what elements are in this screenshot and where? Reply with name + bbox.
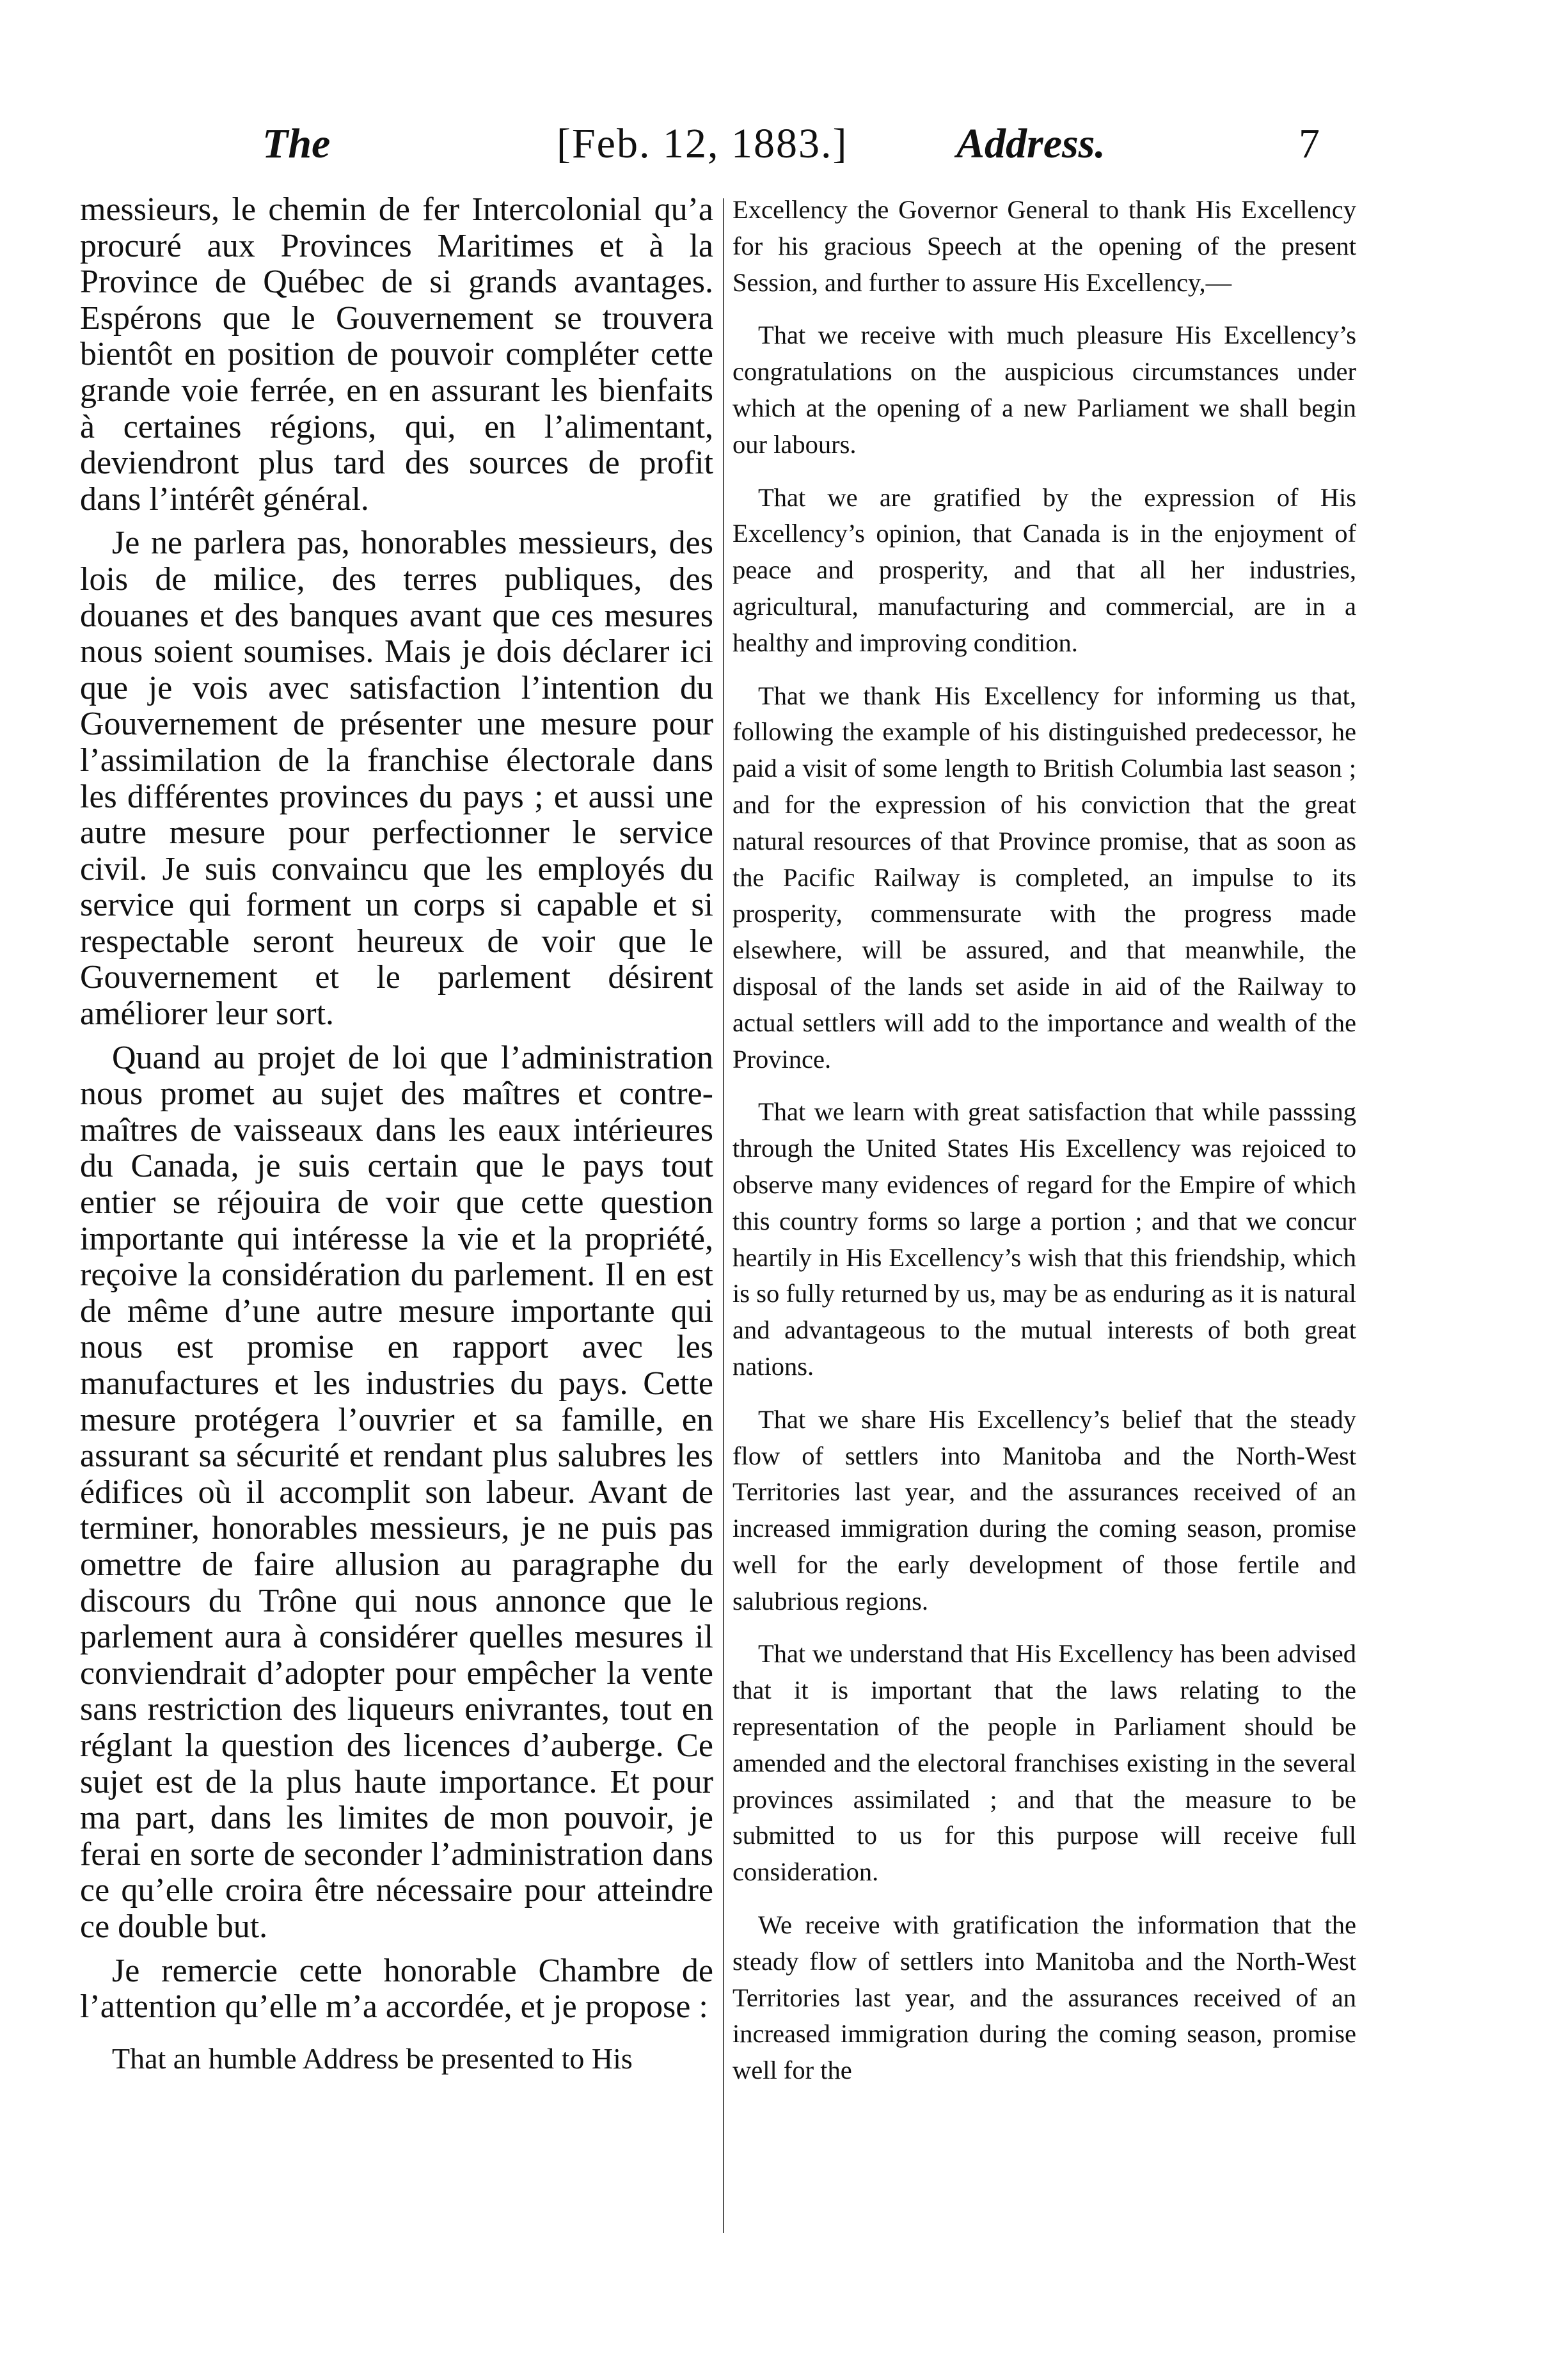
right-paragraph: That we thank His Excellency for informing us that, following the example of his distinguished predecessor, he paid a visit of some length to British Columbia last season ; and for the expression of his conviction that the great natural resources of that Province promise, that as soon as the Pacific Railway is completed, an impulse to its prosperity, commensurate with the progress made elsewhere, will be assured, and that meanwhile, the disposal of the lands set aside in aid of the Railway to actual settlers will add to the importance and wealth of the Province. [732, 681, 1356, 1074]
right-paragraph: That we understand that His Excellency has been advised that it is important that the laws relating to the representation of the people in Parliament should be amended and the electoral franchises existing in the several provinces assimilated ; and that the measure to be submitted to us for this purpose will receive full consideration. [732, 1639, 1356, 1887]
running-head-date: [Feb. 12, 1883.] [557, 120, 848, 167]
left-paragraph: Je remercie cette honorable Chambre de l’attention qu’elle m’a accordée, et je propose : [80, 1952, 713, 2026]
right-paragraph: We receive with gratification the information that the steady flow of settlers into Manitoba and the North-West Territories last year, and the assurances received of an increased immigration during the coming season, promise well for the [732, 1910, 1356, 2085]
left-column-french [80, 192, 713, 2077]
left-paragraph: Je ne parlera pas, honorables messieurs, des lois de milice, des terres publiques, des douanes et des banques avant que ces mesures nous soient soumises. Mais je dois déclarer ici que je vois avec satisfaction l’intention du Gouvernement de présenter une mesure pour l’assimilation de la franchise électorale dans les différentes provinces du pays ; et aussi une autre mesure pour perfectionner le service civil. Je suis convaincu que les employés du service qui forment un corps si capable et si respectable seront heureux de voir que le Gouvernement et le parlement désirent améliorer leur sort. [80, 525, 713, 1033]
left-paragraph-motion: That an humble Address be presented to His [112, 2042, 633, 2075]
left-paragraph: messieurs, le chemin de fer Intercolonial qu’a procuré aux Provinces Maritimes et à la Province de Québec de si grands avantages. Espérons que le Gouvernement se trouvera bientôt en position de pouvoir compléter cette grande voie ferrée, en en assurant les bienfaits à certaines régions, qui, en l’alimentant, deviendront plus tard des sources de profit dans l’intérêt général. [80, 191, 713, 518]
left-paragraph: Quand au projet de loi que l’administration nous promet au sujet des maîtres et contre-maîtres de vaisseaux dans les eaux intérieures du Canada, je suis certain que le pays tout entier se réjouira de voir que cette question importante qui intéresse la vie et la propriété, reçoive la considération du parlement. Il en est de même d’une autre mesure importante qui nous est promise en rapport avec les manufactures et les industries du pays. Cette mesure protégera l’ouvrier et sa famille, en assurant sa sécurité et rendant plus salubres les édifices où il accomplit son labeur. Avant de terminer, honorables messieurs, je ne puis pas omettre de faire allusion au paragraphe du discours du Trône qui nous annonce que le parlement aura à considérer quelles mesures il conviendrait d’adopter pour empêcher la vente sans restriction des liqueurs enivrantes, tout en réglant la question des licences d’auberge. Ce sujet est de la plus haute importance. Et pour ma part, dans les limites de mon pouvoir, je ferai en sorte de seconder l’administration dans ce qu’elle croira être nécessaire pour atteindre ce double but. [80, 1039, 713, 1945]
page-header [0, 109, 1552, 179]
right-paragraph: That we learn with great satisfaction that while passsing through the United States His Excellency was rejoiced to observe many evidences of regard for the Empire of which this country forms so large a portion ; and that we concur heartily in His Excellency’s wish that this friendship, which is so fully returned by us, may be as enduring as it is natural and advantageous to the mutual interests of both great nations. [732, 1097, 1356, 1381]
page-number: 7 [1299, 120, 1320, 167]
right-paragraph: That we are gratified by the expression of His Excellency’s opinion, that Canada is in the enjoyment of peace and prosperity, and that all her industries, agricultural, manufacturing and commercial, are in a healthy and improving condition. [732, 482, 1356, 657]
running-head-right: Address. [956, 120, 1105, 167]
right-column-english [732, 192, 1356, 2089]
column-divider [723, 198, 724, 2233]
right-paragraph: That we share His Excellency’s belief that the steady flow of settlers into Manitoba and the North-West Territories last year, and the assurances received of an increased immigration during the coming season, promise well for the early development of those fertile and salubrious regions. [732, 1404, 1356, 1615]
running-head-left: The [262, 120, 331, 167]
right-paragraph: Excellency the Governor General to thank His Excellency for his gracious Speech at the opening of the present Session, and further to assure His Excellency,— [732, 195, 1356, 297]
right-paragraph: That we receive with much pleasure His Excellency’s congratulations on the auspicious circumstances under which at the opening of a new Parliament we shall begin our labours. [732, 321, 1356, 459]
